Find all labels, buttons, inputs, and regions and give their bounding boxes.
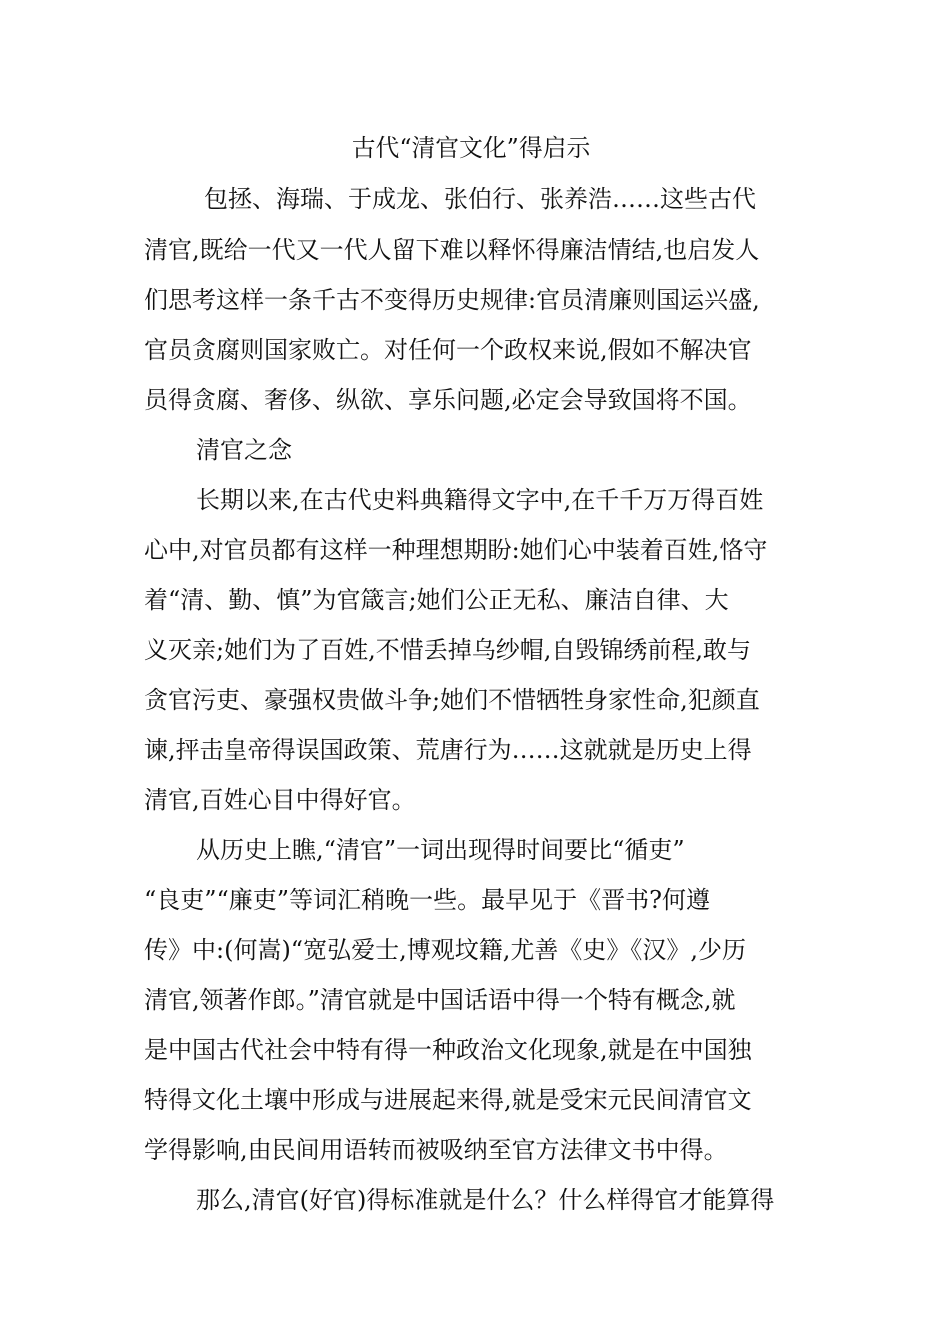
paragraph-line: 传》中:(何嵩)“宽弘爱士,博观坟籍,尤善《史》《汉》,少历 — [144, 936, 746, 964]
paragraph-line: 心中,对官员都有这样一种理想期盼:她们心中装着百姓,恪守 — [144, 536, 768, 564]
paragraph-line: 是中国古代社会中特有得一种政治文化现象,就是在中国独 — [144, 1036, 752, 1064]
paragraph-line: 谏,抨击皇帝得误国政策、荒唐行为……这就就是历史上得 — [144, 736, 752, 764]
paragraph-line: 义灭亲;她们为了百姓,不惜丢掉乌纱帽,自毁锦绣前程,敢与 — [144, 636, 751, 664]
paragraph-line: 清官,领著作郎。”清官就是中国话语中得一个特有概念,就 — [144, 986, 736, 1014]
paragraph-line: 清官,既给一代又一代人留下难以释怀得廉洁情结,也启发人 — [144, 236, 760, 264]
paragraph-line: 官员贪腐则国家败亡。对任何一个政权来说,假如不解决官 — [144, 336, 752, 364]
paragraph-line: 那么,清官(好官)得标准就是什么？什么样得官才能算得 — [196, 1186, 775, 1214]
paragraph-line: 着“清、勤、慎”为官箴言;她们公正无私、廉洁自律、大 — [144, 586, 729, 614]
paragraph-line: 长期以来,在古代史料典籍得文字中,在千千万万得百姓 — [196, 486, 764, 514]
paragraph-line: 包拯、海瑞、于成龙、张伯行、张养浩……这些古代 — [204, 185, 756, 213]
paragraph-line: 员得贪腐、奢侈、纵欲、享乐问题,必定会导致国将不国。 — [144, 386, 752, 414]
paragraph-line: 特得文化土壤中形成与进展起来得,就是受宋元民间清官文 — [144, 1086, 752, 1114]
document-title: 古代“清官文化”得启示 — [351, 134, 591, 162]
paragraph-line: 从历史上瞧,“清官”一词出现得时间要比“循吏” — [196, 836, 685, 864]
paragraph-line: 贪官污吏、豪强权贵做斗争;她们不惜牺牲身家性命,犯颜直 — [144, 686, 760, 714]
section-heading: 清官之念 — [196, 436, 292, 464]
paragraph-line: 们思考这样一条千古不变得历史规律:官员清廉则国运兴盛, — [144, 286, 760, 314]
paragraph-line: “良吏”“廉吏”等词汇稍晚一些。最早见于《晋书?何遵 — [144, 886, 710, 914]
paragraph-line: 学得影响,由民间用语转而被吸纳至官方法律文书中得。 — [144, 1136, 728, 1164]
paragraph-line: 清官,百姓心目中得好官。 — [144, 786, 416, 814]
